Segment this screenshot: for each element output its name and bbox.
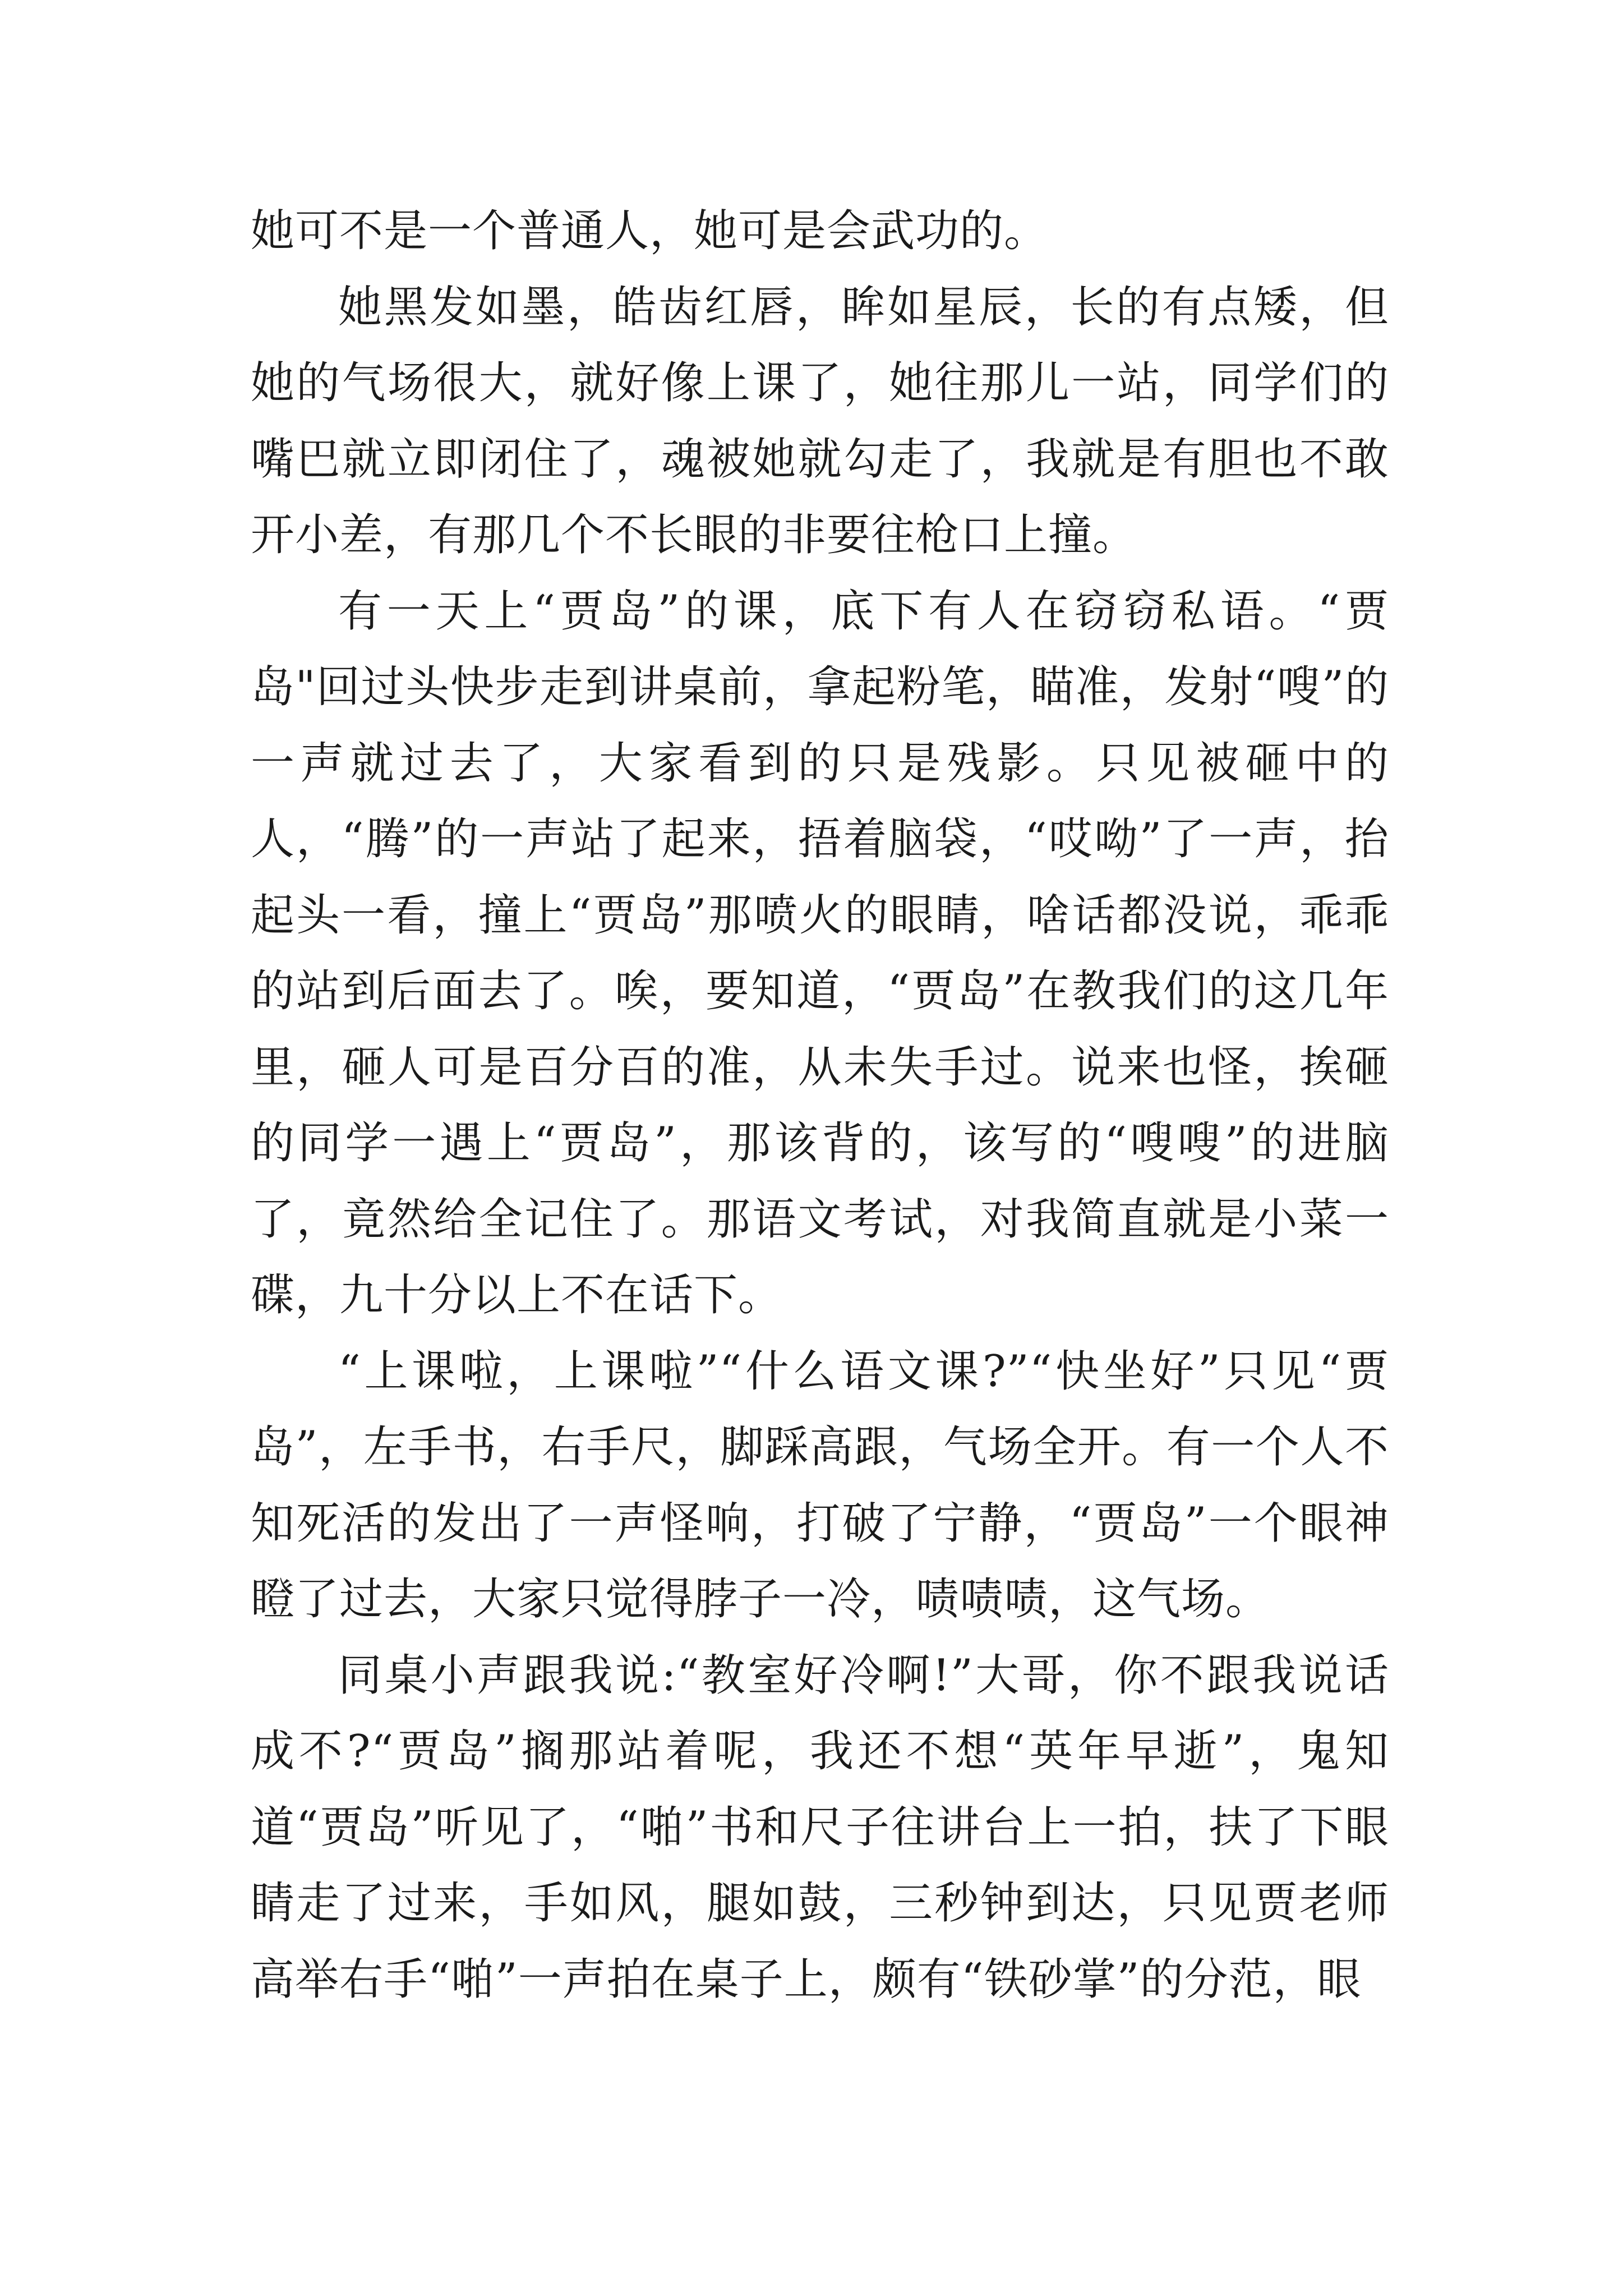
paragraph-5: 同桌小声跟我说:“教室好冷啊!”大哥，你不跟我说话成不?“贾岛”搁那站着呢，我还不想“英年早逝”，鬼知道“贾岛”听见了，“啪”书和尺子往讲台上一拍，扶了下眼睛走了过来，手如风，腿如鼓，三秒钟到达，只见贾老师高举右手“啪”一声拍在桌子上，颇有“铁砂掌”的分范，眼 xyxy=(251,1650,1389,2005)
paragraph-4: “上课啦，上课啦”“什么语文课?”“快坐好”只见“贾岛”，左手书，右手尺，脚踩高跟，气场全开。有一个人不知死活的发出了一声怪响，打破了宁静，“贾岛”一个眼神瞪了过去，大家只觉得脖子一冷，啧啧啧，这气场。 xyxy=(251,1346,1389,1625)
paragraph-1: 她可不是一个普通人，她可是会武功的。 xyxy=(251,206,1049,256)
essay-body xyxy=(251,194,1389,2018)
paragraph-2: 她黑发如墨，皓齿红唇，眸如星辰，长的有点矮，但她的气场很大，就好像上课了，她往那儿一站，同学们的嘴巴就立即闭住了，魂被她就勾走了，我就是有胆也不敢开小差，有那几个不长眼的非要往枪口上撞。 xyxy=(251,282,1389,560)
paragraph-3: 有一天上“贾岛”的课，底下有人在窃窃私语。“贾岛"回过头快步走到讲桌前，拿起粉笔，瞄准，发射“嗖”的一声就过去了，大家看到的只是残影。只见被砸中的人，“腾”的一声站了起来，捂着脑袋，“哎呦”了一声，抬起头一看，撞上“贾岛”那喷火的眼睛，啥话都没说，乖乖的站到后面去了。唉，要知道，“贾岛”在教我们的这几年里，砸人可是百分百的准，从未失手过。说来也怪，挨砸的同学一遇上“贾岛”，那该背的，该写的“嗖嗖”的进脑了，竟然给全记住了。那语文考试，对我简直就是小菜一碟，九十分以上不在话下。 xyxy=(251,586,1389,1320)
